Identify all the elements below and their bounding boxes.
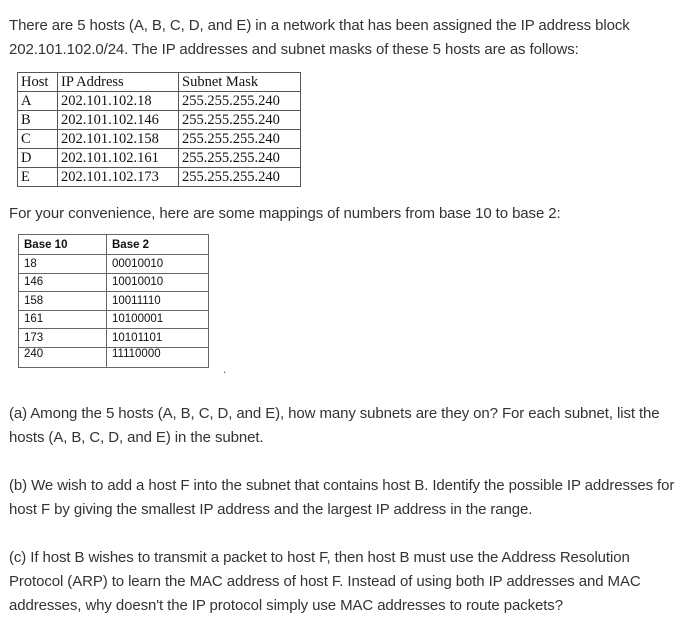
trailing-period: . [223, 362, 227, 376]
table-row [19, 329, 209, 348]
base-2-cell: 11110000 [107, 347, 209, 367]
ip-cell: 202.101.102.158 [58, 130, 179, 149]
base-2-cell: 10011110 [107, 292, 209, 311]
base-2-cell: 00010010 [107, 255, 209, 274]
host-cell: D [18, 149, 58, 168]
header-ip-address: IP Address [58, 73, 179, 92]
table-header-row [19, 235, 209, 255]
table-row [19, 347, 209, 367]
base-2-cell: 10100001 [107, 310, 209, 329]
base-10-cell: 146 [19, 273, 107, 292]
header-subnet-mask: Subnet Mask [179, 73, 301, 92]
mask-cell: 255.255.255.240 [179, 130, 301, 149]
base-2-cell: 10101101 [107, 329, 209, 348]
convenience-paragraph: For your convenience, here are some mappings of numbers from base 10 to base 2: [9, 205, 561, 222]
host-cell: C [18, 130, 58, 149]
base-10-cell: 173 [19, 329, 107, 348]
table-row [19, 273, 209, 292]
question-a: (a) Among the 5 hosts (A, B, C, D, and E), how many subnets are they on? For each subnet, list the hosts (A, B, C, D, and E) in the subnet. [9, 405, 660, 446]
table-row [18, 111, 301, 130]
table-row [18, 149, 301, 168]
table-row [19, 310, 209, 329]
base-10-cell: 18 [19, 255, 107, 274]
table-row [19, 292, 209, 311]
table-row [19, 255, 209, 274]
host-cell: E [18, 168, 58, 187]
ip-cell: 202.101.102.161 [58, 149, 179, 168]
table-row [18, 130, 301, 149]
ip-cell: 202.101.102.146 [58, 111, 179, 130]
intro-paragraph: There are 5 hosts (A, B, C, D, and E) in a network that has been assigned the IP address block 202.101.102.0/24. The IP addresses and subnet masks of these 5 hosts are as follows: [9, 17, 630, 58]
header-base-2: Base 2 [107, 235, 209, 255]
header-host: Host [18, 73, 58, 92]
header-base-10: Base 10 [19, 235, 107, 255]
mask-cell: 255.255.255.240 [179, 111, 301, 130]
base-10-cell: 158 [19, 292, 107, 311]
base-10-cell: 161 [19, 310, 107, 329]
hosts-table [17, 72, 301, 187]
question-b: (b) We wish to add a host F into the subnet that contains host B. Identify the possible IP addresses for host F by giving the smallest IP address and the largest IP address in the range. [9, 477, 675, 518]
host-cell: B [18, 111, 58, 130]
ip-cell: 202.101.102.18 [58, 92, 179, 111]
mask-cell: 255.255.255.240 [179, 149, 301, 168]
table-header-row [18, 73, 301, 92]
mask-cell: 255.255.255.240 [179, 168, 301, 187]
host-cell: A [18, 92, 58, 111]
mask-cell: 255.255.255.240 [179, 92, 301, 111]
question-c: (c) If host B wishes to transmit a packet to host F, then host B must use the Address Resolution Protocol (ARP) to learn the MAC address of host F. Instead of using both IP addresses and MAC addresses, why doesn't the IP protocol simply use MAC addresses to route packets? [9, 549, 641, 614]
table-row [18, 92, 301, 111]
table-row [18, 168, 301, 187]
ip-cell: 202.101.102.173 [58, 168, 179, 187]
base-10-cell: 240 [19, 347, 107, 367]
binary-mapping-table [18, 234, 209, 368]
base-2-cell: 10010010 [107, 273, 209, 292]
